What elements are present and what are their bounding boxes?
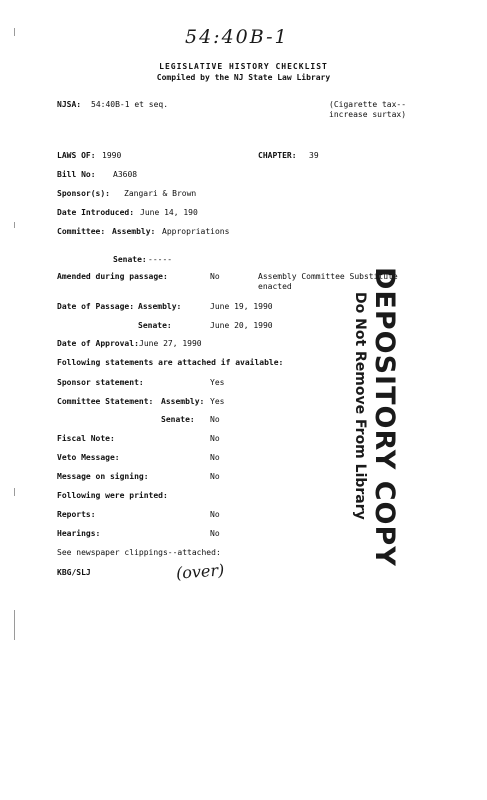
date-introduced-label: Date Introduced:: [57, 208, 135, 217]
clippings-note: See newspaper clippings--attached:: [57, 548, 221, 557]
passage-assembly-label: Assembly:: [138, 302, 182, 311]
sponsors-value: Zangari & Brown: [124, 189, 197, 198]
laws-of-label: LAWS OF:: [57, 151, 96, 160]
committee-statement-assembly-label: Assembly:: [161, 397, 205, 406]
attached-heading: Following statements are attached if available:: [57, 358, 284, 367]
passage-label: Date of Passage:: [57, 302, 135, 311]
initials: KBG/SLJ: [57, 568, 91, 577]
fiscal-note-value: No: [210, 434, 220, 443]
approval-value: June 27, 1990: [139, 339, 202, 348]
passage-assembly-value: June 19, 1990: [210, 302, 273, 311]
sponsors-label: Sponsor(s):: [57, 189, 110, 198]
printed-heading: Following were printed:: [57, 491, 168, 500]
scan-margin-mark: [14, 610, 15, 640]
hearings-label: Hearings:: [57, 529, 101, 538]
scan-margin-mark: [14, 222, 15, 228]
chapter-value: 39: [309, 151, 319, 160]
committee-label: Committee:: [57, 227, 106, 236]
fiscal-note-label: Fiscal Note:: [57, 434, 115, 443]
committee-statement-senate-value: No: [210, 415, 220, 424]
handwritten-header: 54:40B-1: [185, 26, 289, 48]
scan-margin-mark: [14, 488, 15, 496]
document-title: LEGISLATIVE HISTORY CHECKLIST: [159, 62, 328, 71]
scan-margin-mark: [14, 28, 15, 36]
reports-value: No: [210, 510, 220, 519]
passage-senate-label: Senate:: [138, 321, 172, 330]
committee-assembly-label: Assembly:: [112, 227, 156, 236]
committee-senate-label: Senate:: [113, 255, 147, 264]
njsa-topic-line1: (Cigarette tax--: [329, 100, 407, 109]
amended-note-line2: enacted: [258, 282, 292, 291]
message-signing-label: Message on signing:: [57, 472, 149, 481]
stamp-line-do-not-remove: Do Not Remove From Library: [352, 292, 368, 520]
date-introduced-value: June 14, 190: [140, 208, 198, 217]
sponsor-statement-label: Sponsor statement:: [57, 378, 144, 387]
sponsor-statement-value: Yes: [210, 378, 225, 387]
laws-of-value: 1990: [102, 151, 122, 160]
chapter-label: CHAPTER:: [258, 151, 297, 160]
amended-note-line1: Assembly Committee Substitute: [258, 272, 398, 281]
stamp-line-depository: DEPOSITORY COPY: [369, 267, 400, 567]
bill-no-label: Bill No:: [57, 170, 96, 179]
amended-label: Amended during passage:: [57, 272, 168, 281]
veto-message-label: Veto Message:: [57, 453, 120, 462]
amended-value: No: [210, 272, 220, 281]
committee-statement-label: Committee Statement:: [57, 397, 154, 406]
handwritten-over-note: (over): [175, 560, 225, 583]
hearings-value: No: [210, 529, 220, 538]
veto-message-value: No: [210, 453, 220, 462]
njsa-label: NJSA:: [57, 100, 82, 109]
committee-statement-senate-label: Senate:: [161, 415, 195, 424]
document-subtitle: Compiled by the NJ State Law Library: [156, 73, 331, 82]
committee-senate-value: -----: [148, 255, 173, 264]
reports-label: Reports:: [57, 510, 96, 519]
njsa-topic-line2: increase surtax): [329, 110, 407, 119]
passage-senate-value: June 20, 1990: [210, 321, 273, 330]
committee-assembly-value: Appropriations: [162, 227, 230, 236]
approval-label: Date of Approval:: [57, 339, 139, 348]
committee-statement-assembly-value: Yes: [210, 397, 225, 406]
message-signing-value: No: [210, 472, 220, 481]
bill-no-value: A3608: [113, 170, 138, 179]
njsa-value: 54:40B-1 et seq.: [91, 100, 169, 109]
